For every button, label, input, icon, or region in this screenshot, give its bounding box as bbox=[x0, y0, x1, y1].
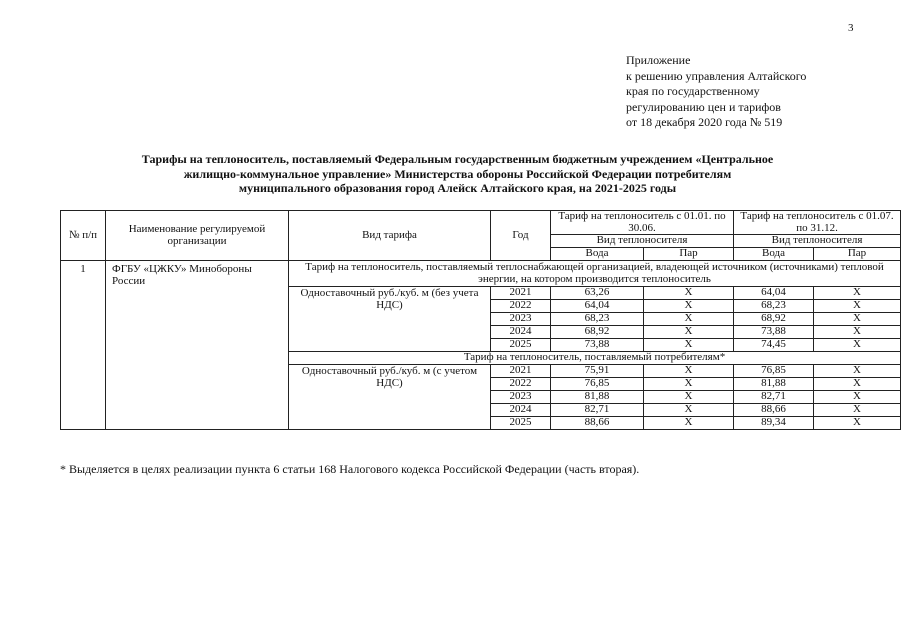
water-value-2: 89,34 bbox=[734, 417, 814, 430]
steam-value-1: Х bbox=[644, 378, 734, 391]
page-number: 3 bbox=[848, 22, 854, 34]
header-water: Вода bbox=[734, 248, 814, 261]
water-value-2: 88,66 bbox=[734, 404, 814, 417]
steam-value-2: Х bbox=[814, 313, 901, 326]
steam-value-2: Х bbox=[814, 300, 901, 313]
steam-value-2: Х bbox=[814, 365, 901, 378]
tariff-type: Одноставочный руб./куб. м (с учетом НДС) bbox=[289, 365, 491, 430]
water-value-1: 63,26 bbox=[551, 287, 644, 300]
appendix-line: от 18 декабря 2020 года № 519 bbox=[626, 115, 783, 130]
year-cell: 2024 bbox=[491, 404, 551, 417]
steam-value-2: Х bbox=[814, 417, 901, 430]
year-cell: 2022 bbox=[491, 378, 551, 391]
water-value-1: 81,88 bbox=[551, 391, 644, 404]
year-cell: 2023 bbox=[491, 313, 551, 326]
water-value-2: 74,45 bbox=[734, 339, 814, 352]
title-line: муниципального образования город Алейск Алтайского края, на 2021-2025 годы bbox=[238, 181, 677, 195]
tariff-table bbox=[60, 210, 901, 430]
water-value-1: 64,04 bbox=[551, 300, 644, 313]
document-title bbox=[60, 152, 855, 196]
year-cell: 2024 bbox=[491, 326, 551, 339]
appendix-line: к решению управления Алтайского bbox=[626, 68, 807, 83]
steam-value-2: Х bbox=[814, 287, 901, 300]
header-steam: Пар bbox=[644, 248, 734, 261]
water-value-2: 68,23 bbox=[734, 300, 814, 313]
header-row bbox=[61, 211, 901, 235]
header-kind: Вид теплоносителя bbox=[551, 235, 734, 248]
header-tariff-type: Вид тарифа bbox=[289, 211, 491, 261]
water-value-1: 88,66 bbox=[551, 417, 644, 430]
year-cell: 2022 bbox=[491, 300, 551, 313]
steam-value-2: Х bbox=[814, 378, 901, 391]
water-value-1: 76,85 bbox=[551, 378, 644, 391]
steam-value-2: Х bbox=[814, 339, 901, 352]
steam-value-1: Х bbox=[644, 313, 734, 326]
header-period-2: Тариф на теплоноситель с 01.07. по 31.12. bbox=[734, 211, 901, 235]
water-value-2: 68,92 bbox=[734, 313, 814, 326]
water-value-2: 81,88 bbox=[734, 378, 814, 391]
header-kind: Вид теплоносителя bbox=[734, 235, 901, 248]
header-period-1: Тариф на теплоноситель с 01.01. по 30.06. bbox=[551, 211, 734, 235]
year-cell: 2025 bbox=[491, 339, 551, 352]
steam-value-1: Х bbox=[644, 326, 734, 339]
header-num: № п/п bbox=[61, 211, 106, 261]
water-value-1: 75,91 bbox=[551, 365, 644, 378]
steam-value-1: Х bbox=[644, 287, 734, 300]
header-organization: Наименование регулируемой организации bbox=[106, 211, 289, 261]
header-year: Год bbox=[491, 211, 551, 261]
steam-value-1: Х bbox=[644, 417, 734, 430]
title-line: Тарифы на теплоноситель, поставляемый Федеральным государственным бюджетным учреждением «Центральное bbox=[141, 152, 774, 166]
water-value-2: 82,71 bbox=[734, 391, 814, 404]
water-value-2: 73,88 bbox=[734, 326, 814, 339]
appendix-line: края по государственному bbox=[626, 84, 760, 99]
appendix-block bbox=[626, 53, 806, 131]
appendix-line: Приложение bbox=[626, 53, 691, 67]
year-cell: 2023 bbox=[491, 391, 551, 404]
section-heading: Тариф на теплоноситель, поставляемый теплоснабжающей организацией, владеющей источником (источниками) тепловой энергии, на котором производится теплоноситель bbox=[289, 261, 901, 287]
year-cell: 2025 bbox=[491, 417, 551, 430]
water-value-2: 64,04 bbox=[734, 287, 814, 300]
row-number: 1 bbox=[61, 261, 106, 430]
section-heading-row bbox=[61, 261, 901, 287]
footnote: * Выделяется в целях реализации пункта 6 статьи 168 Налогового кодекса Российской Федерации (часть вторая). bbox=[60, 462, 640, 476]
title-line: жилищно-коммунальное управление» Министерства обороны Российской Федерации потребителям bbox=[183, 166, 732, 181]
steam-value-2: Х bbox=[814, 404, 901, 417]
steam-value-2: Х bbox=[814, 326, 901, 339]
header-water: Вода bbox=[551, 248, 644, 261]
organization-name: ФГБУ «ЦЖКУ» Минобороны России bbox=[106, 261, 289, 430]
steam-value-1: Х bbox=[644, 365, 734, 378]
water-value-1: 68,92 bbox=[551, 326, 644, 339]
steam-value-1: Х bbox=[644, 339, 734, 352]
steam-value-2: Х bbox=[814, 391, 901, 404]
steam-value-1: Х bbox=[644, 300, 734, 313]
steam-value-1: Х bbox=[644, 404, 734, 417]
water-value-1: 68,23 bbox=[551, 313, 644, 326]
water-value-1: 73,88 bbox=[551, 339, 644, 352]
steam-value-1: Х bbox=[644, 391, 734, 404]
year-cell: 2021 bbox=[491, 287, 551, 300]
year-cell: 2021 bbox=[491, 365, 551, 378]
water-value-1: 82,71 bbox=[551, 404, 644, 417]
section-heading: Тариф на теплоноситель, поставляемый потребителям* bbox=[289, 352, 901, 365]
header-steam: Пар bbox=[814, 248, 901, 261]
water-value-2: 76,85 bbox=[734, 365, 814, 378]
appendix-line: регулированию цен и тарифов bbox=[626, 99, 781, 114]
tariff-type: Одноставочный руб./куб. м (без учета НДС) bbox=[289, 287, 491, 352]
